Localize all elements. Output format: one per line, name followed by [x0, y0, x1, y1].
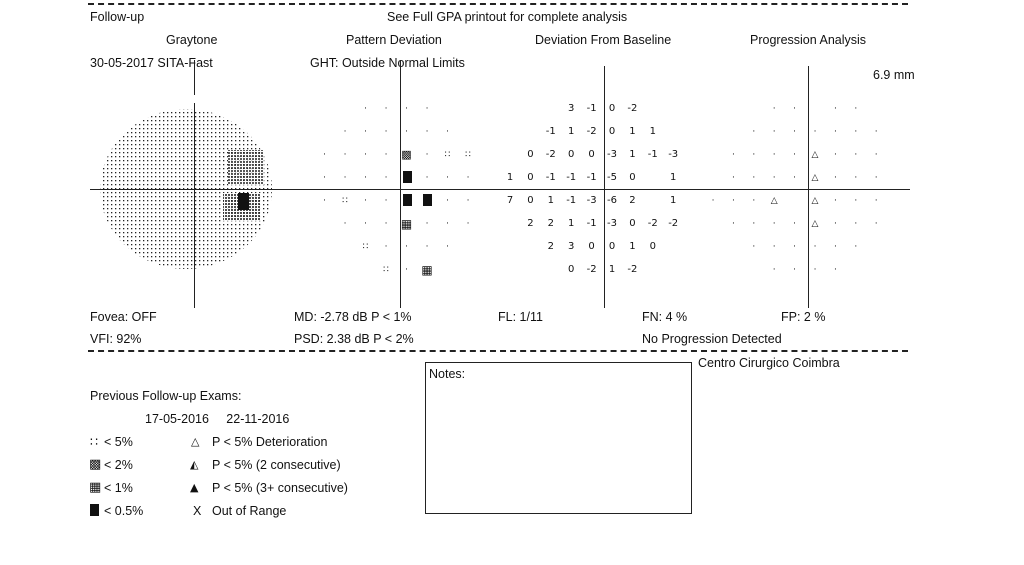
- normal-dot-icon: ·: [793, 265, 797, 275]
- legend-p05-label: < 0.5%: [104, 504, 144, 518]
- deterioration-triangle-icon: △: [191, 435, 200, 448]
- legend-det1-label: P < 5% Deterioration: [212, 435, 328, 449]
- deviation-baseline-heading: Deviation From Baseline: [535, 33, 672, 47]
- baseline-value: 3: [568, 103, 575, 114]
- baseline-value: -1: [586, 218, 597, 229]
- top-dashed-rule: [88, 3, 908, 5]
- baseline-value: 1: [649, 126, 656, 137]
- baseline-value: -3: [586, 195, 597, 206]
- deterioration-triangle-icon: △: [770, 196, 778, 206]
- normal-dot-icon: ·: [833, 127, 837, 137]
- baseline-value: 1: [568, 218, 575, 229]
- normal-dot-icon: ·: [384, 196, 388, 206]
- normal-dot-icon: ·: [466, 219, 470, 229]
- baseline-value: 1: [670, 195, 677, 206]
- normal-dot-icon: ·: [425, 104, 429, 114]
- baseline-value: -3: [668, 149, 679, 160]
- baseline-value: 1: [608, 264, 616, 275]
- baseline-value: -1: [566, 172, 577, 183]
- normal-dot-icon: ·: [874, 219, 878, 229]
- normal-dot-icon: ·: [874, 150, 878, 160]
- baseline-value: -1: [545, 126, 556, 137]
- normal-dot-icon: ·: [425, 219, 429, 229]
- normal-dot-icon: ·: [343, 219, 347, 229]
- out-of-range-symbol: X: [193, 504, 202, 518]
- baseline-value: 0: [629, 218, 636, 229]
- p05-block-icon: [423, 194, 432, 206]
- baseline-value: 1: [547, 195, 554, 206]
- previous-exams-title: Previous Follow-up Exams:: [90, 389, 242, 403]
- normal-dot-icon: ·: [731, 150, 735, 160]
- normal-dot-icon: ·: [425, 173, 429, 183]
- normal-dot-icon: ·: [772, 173, 776, 183]
- normal-dot-icon: ·: [793, 173, 797, 183]
- normal-dot-icon: ·: [854, 242, 858, 252]
- normal-dot-icon: ·: [793, 242, 797, 252]
- baseline-value: -2: [627, 264, 638, 275]
- normal-dot-icon: ·: [854, 173, 858, 183]
- normal-dot-icon: ·: [833, 196, 837, 206]
- baseline-value: -5: [607, 172, 617, 183]
- pupil-size: 6.9 mm: [873, 68, 915, 82]
- normal-dot-icon: ·: [364, 104, 367, 114]
- baseline-value: 1: [670, 172, 677, 183]
- exam-date-strategy: 30-05-2017 SITA-Fast: [90, 56, 213, 70]
- normal-dot-icon: ·: [384, 104, 388, 114]
- fixation-losses: FL: 1/11: [498, 310, 543, 324]
- baseline-value: 0: [568, 264, 575, 275]
- normal-dot-icon: ·: [833, 150, 837, 160]
- normal-dot-icon: ·: [405, 265, 408, 275]
- normal-dot-icon: ·: [466, 196, 470, 206]
- normal-dot-icon: ·: [772, 219, 776, 229]
- baseline-value: 1: [568, 126, 575, 137]
- false-negatives: FN: 4 %: [642, 310, 688, 324]
- normal-dot-icon: ·: [384, 219, 388, 229]
- baseline-value: -1: [647, 149, 658, 160]
- normal-dot-icon: ·: [466, 173, 470, 183]
- baseline-value: -1: [586, 172, 597, 183]
- legend-p5-icon: ∷: [90, 434, 98, 449]
- normal-dot-icon: ·: [384, 150, 388, 160]
- baseline-value: 0: [527, 149, 534, 160]
- normal-dot-icon: ·: [384, 173, 388, 183]
- normal-dot-icon: ·: [854, 196, 858, 206]
- normal-dot-icon: ·: [772, 265, 776, 275]
- baseline-value: 0: [588, 241, 595, 252]
- false-positives: FP: 2 %: [781, 310, 826, 324]
- p1-pattern-icon: ▦: [421, 263, 433, 277]
- progression-heading: Progression Analysis: [750, 33, 867, 47]
- normal-dot-icon: ·: [343, 173, 347, 183]
- normal-dot-icon: ·: [854, 104, 858, 114]
- legend-p05-icon: [90, 504, 99, 516]
- clinic-name: Centro Cirurgico Coimbra: [698, 356, 840, 370]
- legend-det2-label: P < 5% (2 consecutive): [212, 458, 341, 472]
- baseline-value: -3: [607, 149, 617, 160]
- normal-dot-icon: ·: [752, 196, 756, 206]
- normal-dot-icon: ·: [425, 242, 429, 252]
- normal-dot-icon: ·: [405, 127, 408, 137]
- normal-dot-icon: ·: [364, 196, 367, 206]
- normal-dot-icon: ·: [874, 127, 878, 137]
- deterioration-triangle-icon: △: [811, 173, 819, 183]
- normal-dot-icon: ·: [364, 127, 367, 137]
- baseline-value: 1: [506, 172, 514, 183]
- baseline-value: 0: [608, 103, 616, 114]
- p5-dots-icon: ∷: [444, 150, 451, 160]
- normal-dot-icon: ·: [772, 150, 776, 160]
- normal-dot-icon: ·: [813, 242, 817, 252]
- normal-dot-icon: ·: [446, 196, 449, 206]
- p5-dots-icon: ∷: [362, 242, 369, 252]
- baseline-value: 0: [588, 149, 595, 160]
- normal-dot-icon: ·: [833, 104, 837, 114]
- normal-dot-icon: ·: [874, 173, 878, 183]
- filled-triangle-icon: ▲: [190, 481, 199, 494]
- normal-dot-icon: ·: [752, 150, 756, 160]
- legend-p2-label: < 2%: [104, 458, 133, 472]
- baseline-value: -2: [586, 264, 597, 275]
- normal-dot-icon: ·: [752, 173, 756, 183]
- normal-dot-icon: ·: [364, 219, 367, 229]
- gpa-note: See Full GPA printout for complete analysis: [387, 10, 628, 24]
- progression-result: No Progression Detected: [642, 332, 782, 346]
- normal-dot-icon: ·: [874, 196, 878, 206]
- notes-label: Notes:: [429, 367, 466, 381]
- normal-dot-icon: ·: [323, 150, 326, 160]
- normal-dot-icon: ·: [425, 127, 429, 137]
- baseline-value: -2: [586, 126, 597, 137]
- legend-p1-label: < 1%: [104, 481, 133, 495]
- baseline-value: -1: [545, 172, 556, 183]
- notes-box: [425, 362, 692, 514]
- normal-dot-icon: ·: [854, 150, 858, 160]
- normal-dot-icon: ·: [446, 127, 449, 137]
- baseline-value: -1: [586, 103, 597, 114]
- baseline-value: 3: [568, 241, 575, 252]
- baseline-value: 1: [629, 126, 636, 137]
- normal-dot-icon: ·: [731, 196, 735, 206]
- follow-up-title: Follow-up: [90, 10, 145, 24]
- normal-dot-icon: ·: [772, 242, 776, 252]
- normal-dot-icon: ·: [854, 127, 858, 137]
- baseline-value: -2: [668, 218, 679, 229]
- normal-dot-icon: ·: [833, 173, 837, 183]
- normal-dot-icon: ·: [405, 104, 408, 114]
- baseline-value: 0: [568, 149, 575, 160]
- normal-dot-icon: ·: [446, 242, 449, 252]
- ght-result: GHT: Outside Normal Limits: [310, 56, 465, 70]
- p05-block-icon: [403, 171, 412, 183]
- pattern-deviation-heading: Pattern Deviation: [346, 33, 442, 47]
- normal-dot-icon: ·: [833, 219, 837, 229]
- half-filled-triangle-icon: ◭: [190, 458, 199, 471]
- normal-dot-icon: ·: [731, 219, 735, 229]
- normal-dot-icon: ·: [793, 150, 797, 160]
- normal-dot-icon: ·: [425, 150, 429, 160]
- normal-dot-icon: ·: [323, 173, 326, 183]
- normal-dot-icon: ·: [323, 196, 326, 206]
- graytone-heading: Graytone: [166, 33, 218, 47]
- normal-dot-icon: ·: [384, 127, 388, 137]
- md-value: MD: -2.78 dB P < 1%: [294, 310, 412, 324]
- baseline-value: -2: [545, 149, 556, 160]
- normal-dot-icon: ·: [772, 127, 776, 137]
- previous-exam-dates: 17-05-2016 22-11-2016: [145, 412, 290, 426]
- p1-pattern-icon: ▦: [400, 217, 413, 231]
- graytone-plot: [90, 95, 280, 285]
- baseline-value: 1: [629, 241, 636, 252]
- normal-dot-icon: ·: [364, 173, 367, 183]
- baseline-value: -2: [647, 218, 658, 229]
- middle-dashed-rule: [88, 350, 908, 352]
- legend-det3-label: P < 5% (3+ consecutive): [212, 481, 348, 495]
- p5-dots-icon: ∷: [342, 196, 348, 206]
- normal-dot-icon: ·: [793, 219, 797, 229]
- baseline-value: -3: [607, 218, 617, 229]
- baseline-value: 2: [629, 195, 636, 206]
- legend-oor-label: Out of Range: [212, 504, 287, 518]
- normal-dot-icon: ·: [731, 173, 735, 183]
- baseline-value: 2: [527, 218, 534, 229]
- baseline-value: 7: [506, 195, 514, 206]
- baseline-value: 0: [527, 172, 534, 183]
- baseline-value: -2: [627, 103, 638, 114]
- fovea-status: Fovea: OFF: [90, 310, 157, 324]
- baseline-value: -6: [607, 195, 617, 206]
- p5-dots-icon: ∷: [383, 265, 389, 275]
- normal-dot-icon: ·: [384, 242, 388, 252]
- p2-pattern-icon: ▩: [401, 148, 412, 161]
- legend-p1-icon: ▦: [89, 480, 102, 495]
- normal-dot-icon: ·: [793, 104, 797, 114]
- normal-dot-icon: ·: [813, 127, 817, 137]
- normal-dot-icon: ·: [752, 242, 756, 252]
- normal-dot-icon: ·: [446, 173, 449, 183]
- normal-dot-icon: ·: [813, 265, 817, 275]
- baseline-value: 0: [608, 241, 616, 252]
- normal-dot-icon: ·: [833, 265, 837, 275]
- baseline-value: 0: [649, 241, 656, 252]
- p5-dots-icon: ∷: [465, 150, 471, 160]
- normal-dot-icon: ·: [833, 242, 837, 252]
- normal-dot-icon: ·: [446, 219, 449, 229]
- psd-value: PSD: 2.38 dB P < 2%: [294, 332, 414, 346]
- deterioration-triangle-icon: △: [811, 150, 819, 160]
- normal-dot-icon: ·: [364, 150, 367, 160]
- deterioration-triangle-icon: △: [811, 219, 819, 229]
- normal-dot-icon: ·: [405, 242, 408, 252]
- normal-dot-icon: ·: [343, 127, 347, 137]
- legend-p5-label: < 5%: [104, 435, 133, 449]
- normal-dot-icon: ·: [752, 219, 756, 229]
- normal-dot-icon: ·: [752, 127, 756, 137]
- normal-dot-icon: ·: [711, 196, 715, 206]
- vfi-value: VFI: 92%: [90, 332, 142, 346]
- baseline-value: 1: [629, 149, 636, 160]
- normal-dot-icon: ·: [793, 127, 797, 137]
- normal-dot-icon: ·: [854, 219, 858, 229]
- baseline-value: 2: [547, 218, 554, 229]
- baseline-value: 0: [608, 126, 616, 137]
- deterioration-triangle-icon: △: [811, 196, 819, 206]
- normal-dot-icon: ·: [772, 104, 776, 114]
- p05-block-icon: [403, 194, 412, 206]
- normal-dot-icon: ·: [343, 150, 347, 160]
- baseline-value: 0: [527, 195, 534, 206]
- baseline-value: 0: [629, 172, 636, 183]
- legend-p2-icon: ▩: [89, 457, 102, 472]
- baseline-value: 2: [547, 241, 554, 252]
- baseline-value: -1: [566, 195, 577, 206]
